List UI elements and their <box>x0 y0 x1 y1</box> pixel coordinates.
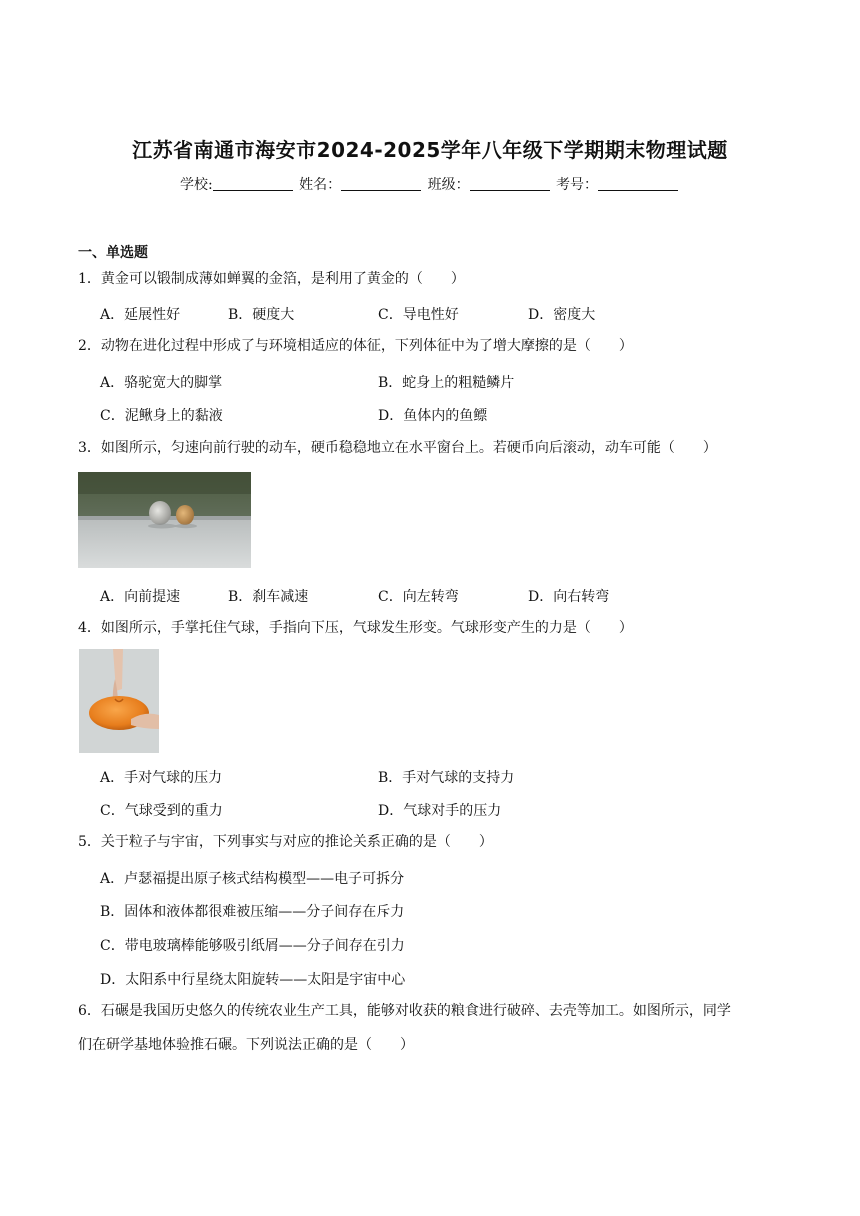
q1-option-b: B．硬度大 <box>228 307 295 323</box>
question-4: 4．如图所示，手掌托住气球，手指向下压，气球发生形变。气球形变产生的力是（ ） <box>78 620 633 636</box>
exam-no-label: 考号： <box>556 177 599 193</box>
question-6-line-1: 6．石碾是我国历史悠久的传统农业生产工具，能够对收获的粮食进行破碎、去壳等加工。如图所示，同学 <box>78 1003 731 1019</box>
q4-option-b: B．手对气球的支持力 <box>378 770 515 786</box>
q3-option-a: A．向前提速 <box>100 589 181 605</box>
q5-option-b: B．固体和液体都很难被压缩——分子间存在斥力 <box>100 904 405 920</box>
q2-option-a: A．骆驼宽大的脚掌 <box>100 375 223 391</box>
school-label: 学校: <box>179 177 213 193</box>
q2-option-b: B．蛇身上的粗糙鳞片 <box>378 375 515 391</box>
q1-option-d: D．密度大 <box>528 307 596 323</box>
q3-option-d: D．向右转弯 <box>528 589 610 605</box>
name-label: 姓名： <box>299 177 342 193</box>
q4-option-a: A．手对气球的压力 <box>100 770 223 786</box>
section-heading: 一、单选题 <box>78 245 148 261</box>
page-title: 江苏省南通市海安市2024-2025学年八年级下学期期末物理试题 <box>132 138 728 162</box>
question-1: 1．黄金可以锻制成薄如蝉翼的金箔，是利用了黄金的（ ） <box>78 271 465 287</box>
q5-option-d: D．太阳系中行星绕太阳旋转——太阳是宇宙中心 <box>100 972 406 988</box>
school-blank <box>213 176 293 191</box>
q5-option-c: C．带电玻璃棒能够吸引纸屑——分子间存在引力 <box>100 938 405 954</box>
q3-option-b: B．刹车减速 <box>228 589 309 605</box>
q3-option-c: C．向左转弯 <box>378 589 459 605</box>
class-label: 班级： <box>427 177 470 193</box>
question-5: 5．关于粒子与宇宙，下列事实与对应的推论关系正确的是（ ） <box>78 834 493 850</box>
q2-option-d: D．鱼体内的鱼鳔 <box>378 408 488 424</box>
q5-option-a: A．卢瑟福提出原子核式结构模型——电子可拆分 <box>100 871 405 887</box>
q1-option-c: C．导电性好 <box>378 307 459 323</box>
question-3: 3．如图所示，匀速向前行驶的动车，硬币稳稳地立在水平窗台上。若硬币向后滚动，动车可能（ ） <box>78 440 717 456</box>
coin-on-train-window-photo <box>78 472 251 568</box>
q4-option-d: D．气球对手的压力 <box>378 803 502 819</box>
q1-option-a: A．延展性好 <box>100 307 181 323</box>
name-blank <box>341 176 421 191</box>
q4-option-c: C．气球受到的重力 <box>100 803 223 819</box>
exam-no-blank <box>598 176 678 191</box>
question-6-line-2: 们在研学基地体验推石碾。下列说法正确的是（ ） <box>78 1037 414 1053</box>
balloon-pressed-photo <box>79 649 159 753</box>
class-blank <box>470 176 550 191</box>
question-2: 2．动物在进化过程中形成了与环境相适应的体征，下列体征中为了增大摩擦的是（ ） <box>78 338 633 354</box>
q2-option-c: C．泥鳅身上的黏液 <box>100 408 223 424</box>
student-info-line <box>0 174 860 194</box>
